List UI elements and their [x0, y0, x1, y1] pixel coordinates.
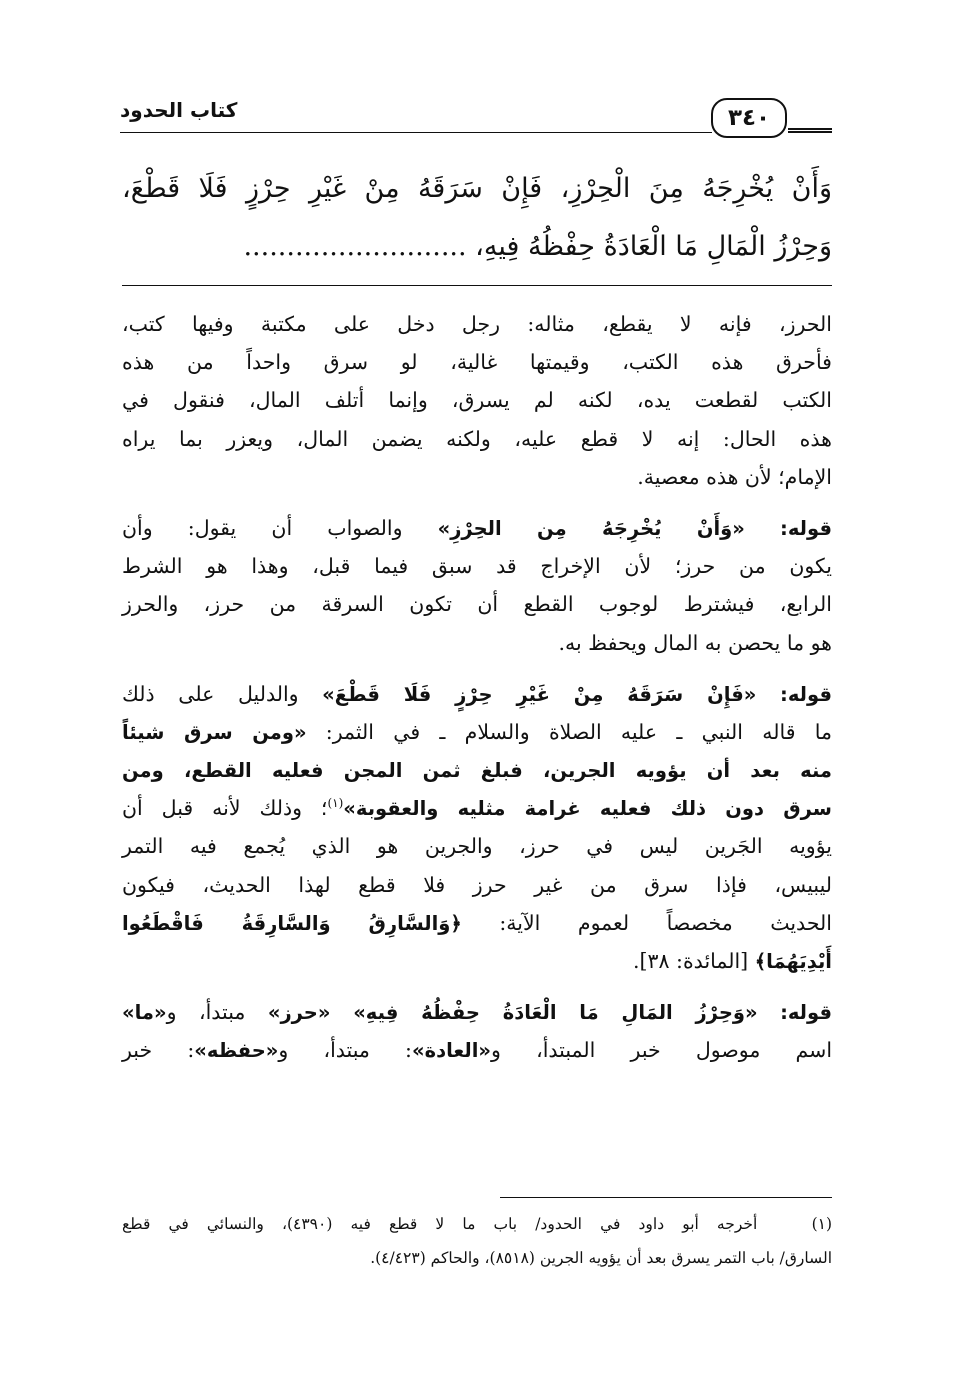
footnote-line	[122, 1207, 832, 1241]
footnote-rule	[500, 1197, 832, 1198]
text-line	[122, 993, 832, 1031]
text-line	[122, 904, 832, 942]
hadith-quote: «ومن سرق شيئاً	[122, 720, 307, 744]
matn-separator	[122, 285, 832, 286]
text-line	[122, 675, 832, 713]
text-line	[122, 713, 832, 751]
chapter-title: كتاب الحدود	[120, 98, 243, 122]
text-line: يؤويه الجَرين ليس في حرز، والجرين هو الذي يُجمع فيه التمر	[122, 834, 832, 859]
text-line: فأحرق هذه الكتب، وقيمتها غالية، لو سرق واحداً من هذه	[122, 350, 832, 375]
text-span: الحديث مخصصاً لعموم الآية:	[461, 910, 832, 935]
text-line	[122, 509, 832, 547]
text-span: والدليل على ذلك	[122, 681, 323, 706]
matn-quote: «وَحِرْزُ المَالِ مَا الْعَادَةُ حِفْظُهُ فِيهِ»	[353, 1001, 758, 1025]
grammar-term: «العادة»	[411, 1039, 492, 1063]
text-line: الإمام؛ لأن هذه معصية.	[637, 464, 832, 489]
text-line	[122, 751, 832, 789]
footnote	[122, 1207, 832, 1275]
matn-line: وَحِرْزُ الْمَالِ مَا الْعَادَةُ حِفْظُهُ فِيهِ، ..........................	[243, 231, 832, 262]
qawluh-label: قوله:	[780, 516, 832, 540]
text-span: اسم موصول خبر المبتدأ، و	[491, 1038, 833, 1063]
footnote-line: السارق/ باب التمر يسرق بعد أن يؤويه الجرين (٨٥١٨)، والحاكم (٤/٤٢٣).	[370, 1249, 832, 1267]
qawluh-label: قوله:	[780, 682, 832, 706]
text-span: ؛ وذلك لأنه قبل أن	[122, 796, 328, 821]
paragraph	[122, 509, 832, 662]
text-line	[122, 1031, 832, 1069]
grammar-term: «ما»	[122, 1001, 167, 1025]
matn-quote: «وَأَنْ يُخْرِجَهُ مِن الحِرْزِ»	[437, 516, 745, 540]
commentary-body	[122, 305, 832, 1070]
text-span: مبتدأ، و	[166, 1000, 268, 1025]
text-line: هذه الحال: إنه لا قطع عليه، ولكنه يضمن المال، ويعزر بما يراه	[122, 426, 832, 451]
text-span: والصواب أن يقول: وأن	[122, 515, 438, 540]
footnote-number: (١)	[811, 1215, 833, 1233]
text-line: الكتب لقطعت يده، لكنه لم يسرق، وإنما أتلف المال، فنقول في	[122, 388, 832, 413]
hadith-quote: منه بعد أن يؤويه الجرين، فبلغ ثمن المجن فعليه القطع، ومن	[122, 759, 832, 783]
page-header	[120, 96, 832, 146]
text-span: ما قاله النبي ـ عليه الصلاة والسلام ـ في الثمر:	[306, 719, 832, 744]
verse-reference: [المائدة: ٣٨].	[632, 949, 755, 973]
hadith-quote: سرق دون ذلك فعليه غرامة مثليه والعقوبة»	[343, 797, 832, 821]
matn-quote: «فَإِنْ سَرَقَهُ مِنْ غَيْرِ حِرْزٍ فَلَا قَطْعَ»	[322, 682, 757, 706]
matn-line: وَأَنْ يُخْرِجَهُ مِنَ الْحِرْزِ، فَإِنْ سَرَقَهُ مِنْ غَيْرِ حِرْزٍ فَلَا قَطْعَ،	[122, 173, 832, 204]
text-line: ليبيس، فإذا سرق من غير حرز فلا قطع لهذا الحديث، فيكون	[122, 872, 832, 897]
text-span: أخرجه أبو داود في الحدود/ باب ما لا قطع فيه (٤٣٩٠)، والنسائي في قطع	[122, 1215, 758, 1233]
footnote-marker: (١)	[327, 796, 344, 811]
grammar-term: «حرز»	[267, 1001, 354, 1025]
grammar-term: «حفظه»	[194, 1039, 279, 1063]
text-line: يكون من حرز؛ لأن الإخراج قد سبق فيما قبل، وهذا هو الشرط	[122, 554, 832, 579]
text-line	[122, 789, 832, 827]
matn-text	[122, 160, 832, 276]
text-line: هو ما يحصن به المال ويحفظ به.	[558, 630, 832, 655]
paragraph	[122, 993, 832, 1069]
page-number: ٣٤٠	[711, 98, 787, 138]
paragraph	[122, 305, 832, 496]
text-line: الرابع، فيشترط لوجوب القطع أن تكون السرقة من حرز، والحرز	[122, 592, 832, 617]
text-line	[122, 942, 832, 980]
qawluh-label: قوله:	[780, 1001, 833, 1025]
header-double-rule	[788, 128, 832, 133]
text-span: : مبتدأ، و	[278, 1038, 412, 1063]
quran-verse: ﴿وَالسَّارِقُ وَالسَّارِقَةُ فَاقْطَعُوا	[122, 911, 462, 935]
text-span: : خبر	[122, 1038, 195, 1063]
quran-verse: أَيْدِيَهُمَا﴾	[754, 950, 832, 973]
paragraph	[122, 675, 832, 981]
header-rule	[120, 132, 712, 133]
text-line: الحرز، فإنه لا يقطع، مثاله: رجل دخل على مكتبة وفيها كتب،	[122, 312, 832, 336]
